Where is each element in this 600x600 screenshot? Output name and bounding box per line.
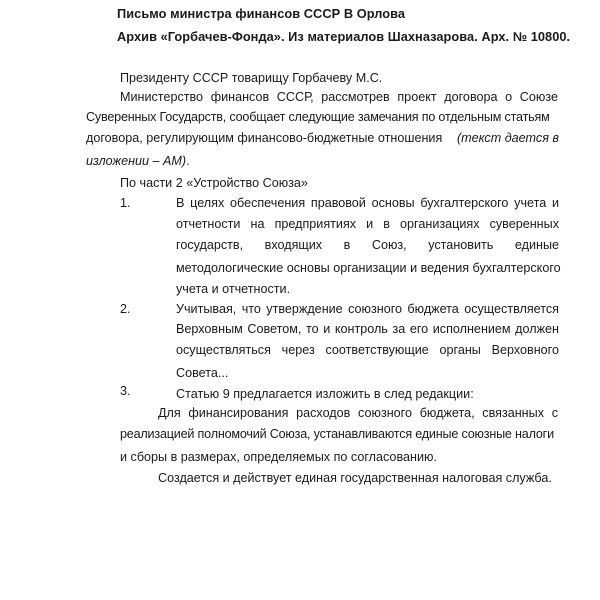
closing-line: Создается и действует единая государственная налоговая служба. bbox=[158, 471, 552, 485]
article9-line-2 bbox=[120, 427, 558, 441]
item-1-text-1: В целях обеспечения правовой основы бухгалтерского учета и bbox=[176, 196, 559, 210]
part-heading: По части 2 «Устройство Союза» bbox=[120, 176, 308, 190]
item-number-2: 2. bbox=[120, 302, 131, 316]
item-1-text-2: отчетности на предприятиях и в организациях суверенных bbox=[176, 217, 559, 231]
archive-reference: Архив «Горбачев-Фонда». Из материалов Шахназарова. Арх. № 10800. bbox=[117, 29, 571, 44]
intro-line-3 bbox=[86, 131, 559, 145]
item-2-line-2 bbox=[176, 322, 559, 336]
item-number-3: 3. bbox=[120, 384, 131, 398]
intro-text-2: Суверенных Государств, сообщает следующие замечания по отдельным статьям bbox=[86, 110, 550, 124]
item-1-line-2 bbox=[176, 217, 559, 231]
item-2-text-1: Учитывая, что утверждение союзного бюджета осуществляется bbox=[176, 302, 559, 316]
document-title: Письмо министра финансов СССР В Орлова bbox=[117, 6, 406, 21]
intro-text-1: Министерство финансов СССР, рассмотрев проект договора о Союзе bbox=[120, 90, 558, 104]
item-2-line-1 bbox=[176, 302, 559, 316]
item-1-text-3: государств, входящих в Союз, установить единые bbox=[176, 238, 559, 252]
item-number-1: 1. bbox=[120, 196, 131, 210]
item-1-line-4: методологические основы организации и ведения бухгалтерского bbox=[176, 261, 561, 275]
intro-text-3: договора, регулирующим финансово-бюджетные отношения bbox=[86, 131, 443, 145]
intro-line-4 bbox=[86, 151, 190, 171]
item-1-line-1 bbox=[176, 196, 559, 210]
intro-text-4: . bbox=[186, 154, 190, 168]
item-3-line-1: Статью 9 предлагается изложить в след редакции: bbox=[176, 387, 474, 401]
item-2-text-3: осуществляться через соответствующие органы Верховного bbox=[176, 343, 559, 357]
article9-line-1 bbox=[158, 406, 558, 420]
article9-line-3: и сборы в размерах, определяемых по согласованию. bbox=[120, 450, 437, 464]
intro-line-2 bbox=[86, 110, 559, 124]
intro-text-4-italic: изложении – АМ) bbox=[86, 154, 187, 168]
item-2-line-3 bbox=[176, 343, 559, 357]
item-2-line-4: Совета... bbox=[176, 366, 229, 380]
article9-text-2: реализацией полномочий Союза, устанавливаются единые союзные налоги bbox=[120, 427, 554, 441]
item-1-line-3 bbox=[176, 238, 559, 252]
article9-text-1: Для финансирования расходов союзного бюджета, связанных с bbox=[158, 406, 558, 420]
intro-text-3-italic: (текст дается в bbox=[456, 131, 559, 145]
addressee-line: Президенту СССР товарищу Горбачеву М.С. bbox=[120, 71, 383, 85]
item-1-line-5: учета и отчетности. bbox=[176, 282, 291, 296]
item-2-text-2: Верховным Советом, то и контроль за его исполнением должен bbox=[176, 322, 559, 336]
intro-line-1 bbox=[120, 90, 558, 104]
